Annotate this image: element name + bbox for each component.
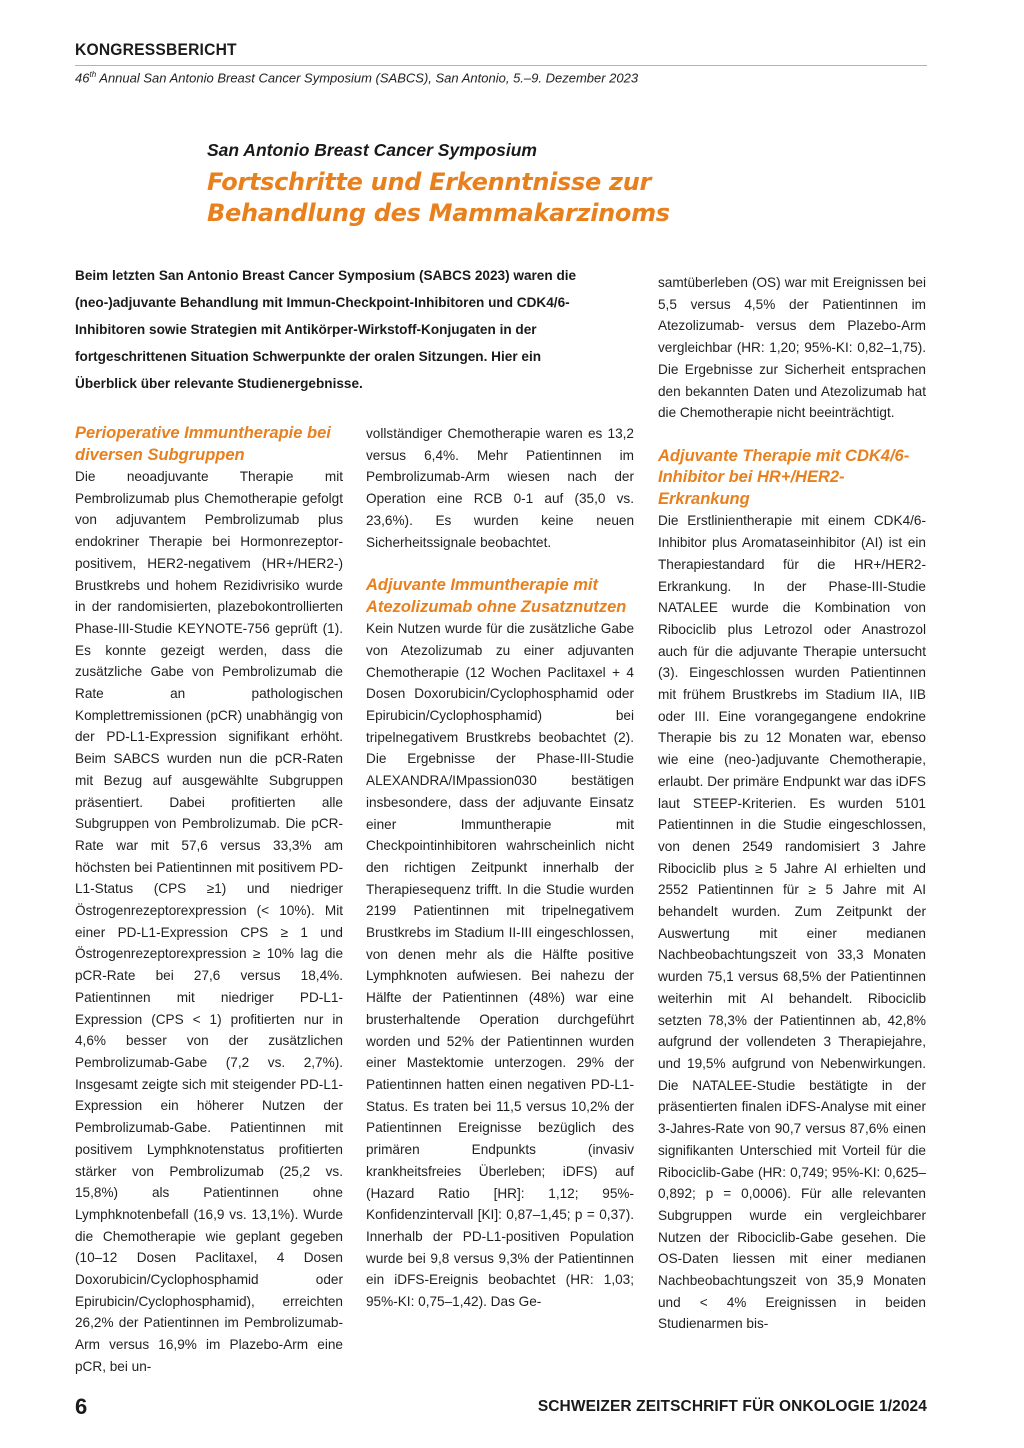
meeting-number: 46 bbox=[75, 70, 90, 86]
body-text: Kein Nutzen wurde für die zusätzliche Gabe von Atezolizumab zu einer adjuvanten Chemotherapie (12 Wochen Paclitaxel + 4 Dosen Doxorubicin/Cyclophosphamid oder Epirubicin/Cyclophosphamid) bei tripelnegativem Brustkrebs beobachtet (2). Die Ergebnisse der Phase-III-Studie ALEXANDRA/IMpassion030 bestätigen insbesondere, dass der adjuvante Einsatz einer Immuntherapie mit Checkpointinhibitoren wahrscheinlich nicht den richtigen Zeitpunkt innerhalb der Therapiesequenz trifft. In die Studie wurden 2199 Patientinnen mit tripelnegativem Brustkrebs im Stadium II-III eingeschlossen, von denen mehr als die Hälfte positive Lymphknoten aufwiesen. Bei nahezu der Hälfte der Patientinnen (48%) war eine brusterhaltende Operation durchgeführt worden und 52% der Patientinnen wurden einer Mastektomie unterzogen. 29% der Patientinnen hatten einen negativen PD-L1-Status. Es traten bei 11,5 versus 10,2% der Patientinnen Ereignisse bezüglich des primären Endpunkts (invasiv krankheitsfreies Überleben; iDFS) auf (Hazard Ratio [HR]: 1,12; 95%-Konfidenzintervall [KI]: 0,87–1,45; p = 0,37). Innerhalb der PD-L1-positiven Population wurde bei 9,8 versus 9,3% der Patientinnen ein iDFS-Ereignis beobachtet (HR: 1,03; 95%-KI: 0,75–1,42). Das Ge- bbox=[366, 621, 634, 1310]
article-subtitle: San Antonio Breast Cancer Symposium bbox=[207, 140, 537, 160]
column-1 bbox=[75, 423, 343, 1378]
running-header bbox=[75, 40, 927, 85]
title-block bbox=[207, 140, 907, 229]
body-text: Die neoadjuvante Therapie mit Pembrolizumab plus Chemotherapie gefolgt von adjuvantem Pembrolizumab plus endokriner Therapie bei Hormonrezeptor-positivem, HER2-negativem (HR+/HER2-) Brustkrebs und hohem Rezidivrisiko wurde in der randomisierten, plazebokontrollierten Phase-III-Studie KEYNOTE-756 geprüft (1). Es konnte gezeigt werden, dass die zusätzliche Gabe von Pembrolizumab die Rate an pathologischen Komplettremissionen (pCR) unabhängig von der PD-L1-Expression signifikant erhöht. Beim SABCS wurden nun die pCR-Raten mit Bezug auf ausgewählte Subgruppen präsentiert. Dabei profitierten alle Subgruppen von Pembrolizumab. Die pCR-Rate war mit 57,6 versus 33,3% am höchsten bei Patientinnen mit positivem PD-L1-Status (CPS ≥1) und niedriger Östrogenrezeptorexpression (< 10%). Mit einer PD-L1-Expression CPS ≥ 1 und Östrogenrezeptorexpression ≥ 10% lag die pCR-Rate bei 27,6 versus 18,4%. Patientinnen mit niedriger PD-L1-Expression (CPS < 1) profitierten nur in 4,6% besser von der zusätzlichen Pembrolizumab-Gabe (7,2 vs. 2,7%). Insgesamt zeigte sich mit steigender PD-L1-Expression ein höherer Nutzen der Pembrolizumab-Gabe. Patientinnen mit positivem Lymphknotenstatus profitierten stärker von Pembrolizumab (25,2 vs. 15,8%) als Patientinnen ohne Lymphknotenbefall (16,9 vs. 13,1%). Wurde die Chemotherapie wie geplant gegeben (10–12 Dosen Paclitaxel, 4 Dosen Doxorubicin/Cyclophosphamid oder Epirubicin/Cyclophosphamid), erreichten 26,2% der Patientinnen im Pembrolizumab-Arm versus 16,9% im Plazebo-Arm eine pCR, bei un- bbox=[75, 469, 343, 1374]
page-number: 6 bbox=[75, 1394, 88, 1419]
body-text: vollständiger Chemotherapie waren es 13,2 versus 6,4%. Mehr Patientinnen im Pembrolizumab-Arm wiesen nach der Operation eine RCB 0-1 auf (35,0 vs. 23,6%). Es wurden keine neuen Sicherheitssignale beobachtet. bbox=[366, 426, 634, 550]
section-heading-perioperative: Perioperative Immuntherapie bei diversen Subgruppen bbox=[75, 424, 331, 464]
meeting-ordinal: th bbox=[89, 70, 97, 79]
section-label: KONGRESSBERICHT bbox=[75, 40, 237, 59]
column-3 bbox=[658, 272, 926, 1335]
article-lead: Beim letzten San Antonio Breast Cancer Symposium (SABCS 2023) waren die (neo-)adjuvante Behandlung mit Immun-Checkpoint-Inhibitoren und CDK4/6-Inhibitoren sowie Strategien mit Antikörper-Wirkstoff-Konjugaten in der fortgeschrittenen Situation Schwerpunkte der oralen Sitzungen. Hier ein Überblick über relevante Studienergebnisse. bbox=[75, 268, 577, 391]
meeting-name: Annual San Antonio Breast Cancer Symposium (SABCS), San Antonio, 5.–9. Dezember 2023 bbox=[96, 70, 639, 86]
section-heading-cdk46: Adjuvante Therapie mit CDK4/6-Inhibitor bei HR+/HER2- Erkrankung bbox=[658, 446, 910, 508]
column-2 bbox=[366, 423, 634, 1313]
article-title: Fortschritte und Erkenntnisse zur Behandlung des Mammakarzinoms bbox=[207, 168, 670, 227]
body-text: samtüberleben (OS) war mit Ereignissen bei 5,5 versus 4,5% der Patientinnen im Atezolizumab- versus dem Plazebo-Arm vergleichbar (HR: 1,20; 95%-KI: 0,82–1,75). Die Ergebnisse zur Sicherheit entsprachen den bekannten Daten und Atezolizumab hat die Chemotherapie nicht beeinträchtigt. bbox=[658, 275, 926, 421]
header-rule bbox=[75, 65, 927, 66]
section-heading-atezolizumab: Adjuvante Immuntherapie mit Atezolizumab ohne Zusatznutzen bbox=[366, 576, 627, 616]
meeting-line bbox=[75, 70, 927, 85]
body-text: Die Erstlinientherapie mit einem CDK4/6-Inhibitor plus Aromataseinhibitor (AI) ist ein Therapiestandard für die HR+/HER2-Erkrankung. In der Phase-III-Studie NATALEE wurde die Kombination von Ribociclib plus Letrozol oder Anastrozol auch für die adjuvante Therapie untersucht (3). Eingeschlossen wurden Patientinnen mit frühem Brustkrebs im Stadium IIA, IIB oder III. Eine vorangegangene endokrine Therapie bis zu 12 Monaten war, ebenso wie eine (neo-)adjuvante Chemotherapie, erlaubt. Der primäre Endpunkt war das iDFS laut STEEP-Kriterien. Es wurden 5101 Patientinnen in die Studie eingeschlossen, von denen 2549 randomisiert 3 Jahre Ribociclib plus ≥ 5 Jahre AI erhielten und 2552 Patientinnen für ≥ 5 Jahre mit AI behandelt wurden. Zum Zeitpunkt der Auswertung mit einer medianen Nachbeobachtungszeit von 33,3 Monaten wurden 75,1 versus 68,5% der Patientinnen weiterhin mit AI behandelt. Ribociclib setzten 78,3% der Patientinnen ab, 42,8% aufgrund der vollendeten 3 Therapiejahre, und 19,5% aufgrund von Nebenwirkungen. Die NATALEE-Studie bestätigte in der präsentierten finalen iDFS-Analyse mit einer 3-Jahres-Rate von 90,7 versus 87,6% einen signifikanten Unterschied mit Vorteil für die Ribociclib-Gabe (HR: 0,749; 95%-KI: 0,625–0,892; p = 0,0006). Für alle relevanten Subgruppen wurde ein vergleichbarer Nutzen der Ribociclib-Gabe gesehen. Die OS-Daten liessen mit einer medianen Nachbeobachtungszeit von 35,9 Monaten und < 4% Ereignissen in beiden Studienarmen bis- bbox=[658, 513, 926, 1332]
journal-name: SCHWEIZER ZEITSCHRIFT FÜR ONKOLOGIE 1/2024 bbox=[537, 1398, 927, 1415]
